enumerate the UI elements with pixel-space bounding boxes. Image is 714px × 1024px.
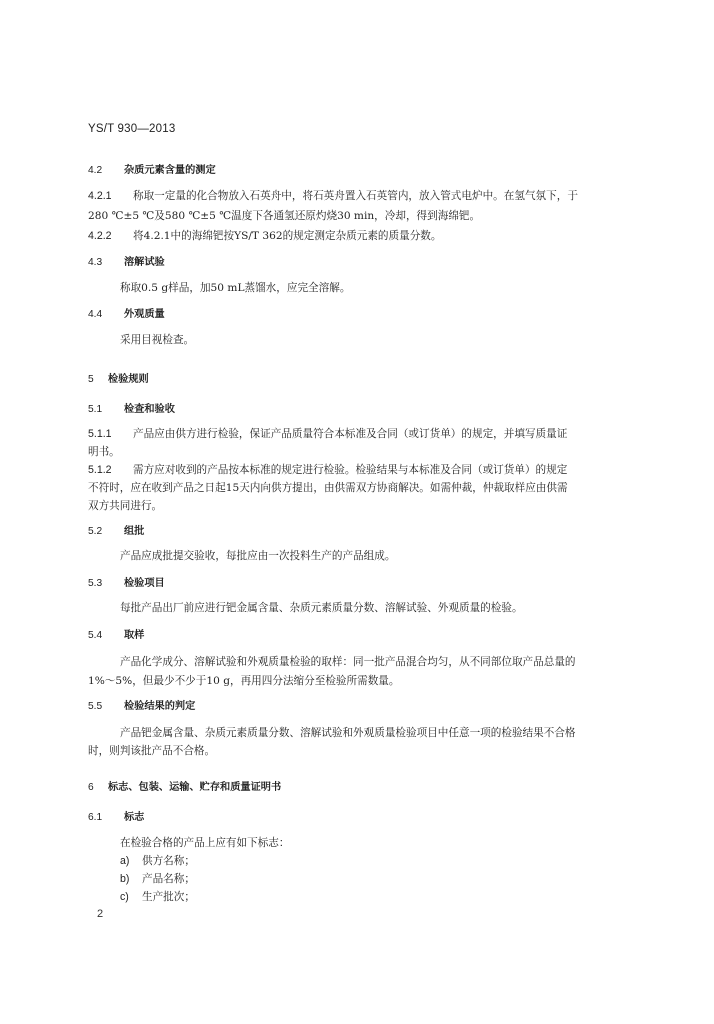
clause-number: 4.2.1 [88,190,112,202]
section-heading-5 [88,373,628,386]
paragraph-5-5-line-1: 产品钯金属含量、杂质元素质量分数、溶解试验和外观质量检验项目中任意一项的检验结果不合格 [120,727,576,739]
paragraph-4-2-1-line-1 [88,190,628,203]
section-heading-5-5 [88,700,628,713]
paragraph-4-4: 采用目视检查。 [120,334,195,346]
list-marker: b) [120,873,130,885]
paragraph-5-1-1-line-1 [88,428,628,441]
section-heading-4-2 [88,164,628,177]
section-number: 5.4 [88,630,103,641]
clause-number: 4.2.2 [88,230,112,242]
section-title: 标志、包装、运输、贮存和质量证明书 [108,782,282,793]
section-number: 6 [88,782,94,793]
section-title: 检验项目 [124,578,165,589]
section-title: 溶解试验 [124,257,165,268]
section-title: 检验结果的判定 [124,701,196,712]
section-number: 6.1 [88,812,103,823]
list-item [120,891,660,904]
list-item-text: 生产批次； [142,891,195,903]
section-number: 5.5 [88,701,103,712]
section-heading-5-4 [88,629,628,642]
clause-number: 5.1.1 [88,428,112,440]
clause-text: 产品应由供方进行检验，保证产品质量符合本标准及合同（或订货单）的规定，并填写质量证 [133,428,568,440]
section-title: 取样 [124,630,145,641]
section-number: 5 [88,374,94,385]
paragraph-5-5-line-2: 时，则判该批产品不合格。 [88,745,216,757]
paragraph-5-4-line-1: 产品化学成分、溶解试验和外观质量检验的取样：同一批产品混合均匀，从不同部位取产品总量的 [120,656,576,668]
section-heading-4-3 [88,256,628,269]
section-title: 检查和验收 [124,404,175,415]
clause-text: 称取一定量的化合物放入石英舟中，将石英舟置入石英管内，放入管式电炉中。在氢气氛下，于 [133,190,578,202]
section-number: 5.2 [88,526,103,537]
section-heading-6-1 [88,811,628,824]
clause-number: 5.1.2 [88,464,112,476]
section-heading-5-2 [88,525,628,538]
section-title: 标志 [124,812,145,823]
paragraph-5-1-2-line-2: 不符时，应在收到产品之日起15天内向供方提出，由供需双方协商解决。如需仲裁，仲裁取样应由供需 [88,482,568,494]
section-number: 4.4 [88,309,103,320]
list-item-text: 产品名称； [142,873,195,885]
section-heading-4-4 [88,308,628,321]
clause-text: 需方应对收到的产品按本标准的规定进行检验。检验结果与本标准及合同（或订货单）的规定 [133,464,568,476]
clause-text: 将4.2.1中的海绵钯按YS/T 362的规定测定杂质元素的质量分数。 [133,230,442,242]
list-marker: c) [120,891,129,903]
paragraph-5-1-2-line-1 [88,464,628,477]
standard-code-header: YS/T 930—2013 [88,123,176,135]
paragraph-5-1-1-line-2: 明书。 [88,446,120,458]
paragraph-4-2-2 [88,230,628,243]
paragraph-5-2: 产品应成批提交验收，每批应由一次投料生产的产品组成。 [120,550,396,562]
paragraph-5-3: 每批产品出厂前应进行钯金属含量、杂质元素质量分数、溶解试验、外观质量的检验。 [120,602,523,614]
section-title: 外观质量 [124,309,165,320]
section-heading-5-3 [88,577,628,590]
page-number: 2 [97,908,104,920]
section-number: 4.3 [88,257,103,268]
section-number: 4.2 [88,165,103,176]
section-heading-6 [88,781,628,794]
section-number: 5.3 [88,578,103,589]
list-item [120,855,660,868]
paragraph-4-3: 称取0.5 g样品，加50 mL蒸馏水，应完全溶解。 [120,282,351,294]
section-title: 组批 [124,526,145,537]
section-title: 杂质元素含量的测定 [124,165,216,176]
list-item [120,873,660,886]
list-item-text: 供方名称； [142,855,195,867]
paragraph-6-1: 在检验合格的产品上应有如下标志： [120,837,290,849]
paragraph-5-1-2-line-3: 双方共同进行。 [88,500,163,512]
section-heading-5-1 [88,403,628,416]
paragraph-5-4-line-2: 1%～5%，但最少不少于10 g，再用四分法缩分至检验所需数量。 [88,675,400,687]
list-marker: a) [120,855,130,867]
section-number: 5.1 [88,404,103,415]
paragraph-4-2-1-line-2: 280 ℃±5 ℃及580 ℃±5 ℃温度下各通氢还原灼烧30 min，冷却，得到海绵钯。 [88,210,481,222]
section-title: 检验规则 [108,374,149,385]
